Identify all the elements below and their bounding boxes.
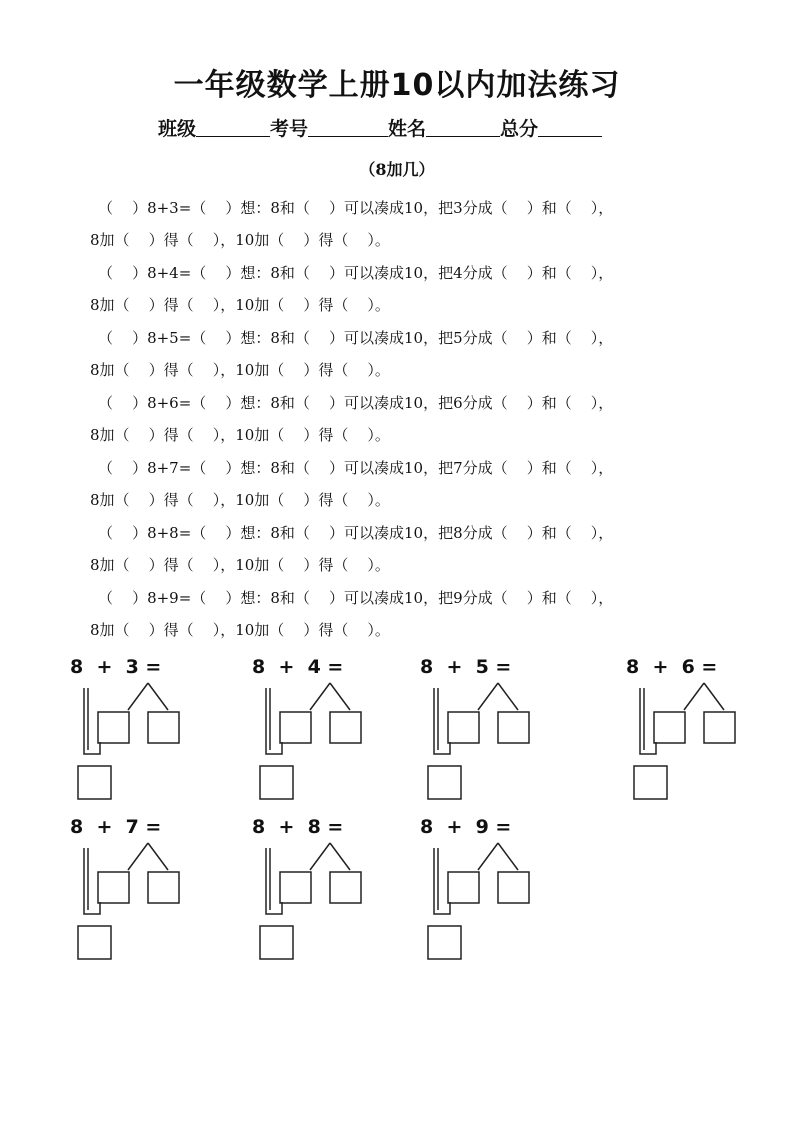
exercise-line: （ ）8+3=（ ）想：8和（ ）可以凑成10，把3分成（ ）和（ ）， <box>98 199 614 217</box>
split-left-box[interactable] <box>98 872 129 903</box>
split-left-box[interactable] <box>280 872 311 903</box>
split-line-left <box>684 683 704 710</box>
make-ten-diagram <box>252 816 412 966</box>
split-line-left <box>478 843 498 870</box>
make-ten-diagram <box>252 656 412 806</box>
split-diagram-graphic <box>70 656 230 806</box>
split-line-right <box>148 843 168 870</box>
split-line-right <box>704 683 724 710</box>
exercise-line: （ ）8+9=（ ）想：8和（ ）可以凑成10，把9分成（ ）和（ ）， <box>98 589 614 607</box>
split-line-right <box>498 683 518 710</box>
diagram-expression: 8 + 3 = <box>70 656 162 678</box>
split-line-left <box>128 683 148 710</box>
exam-no-label: 考号 <box>270 118 309 140</box>
split-diagram-graphic <box>626 656 786 806</box>
split-line-left <box>310 843 330 870</box>
make-ten-diagram <box>70 816 230 966</box>
make-ten-diagram <box>420 816 580 966</box>
split-diagram-graphic <box>70 816 230 966</box>
split-right-box[interactable] <box>330 712 361 743</box>
total-label: 总分 <box>500 118 539 140</box>
worksheet-title: 一年级数学上册10以内加法练习 <box>173 68 621 103</box>
exercise-line: 8加（ ）得（ ），10加（ ）得（ ）。 <box>90 426 390 444</box>
class-label: 班级 <box>158 118 197 140</box>
exercise-line: （ ）8+4=（ ）想：8和（ ）可以凑成10，把4分成（ ）和（ ）， <box>98 264 614 282</box>
diagram-expression: 8 + 8 = <box>252 816 344 838</box>
split-left-box[interactable] <box>448 712 479 743</box>
split-diagram-graphic <box>252 816 412 966</box>
split-right-box[interactable] <box>148 712 179 743</box>
split-line-right <box>330 683 350 710</box>
diagram-expression: 8 + 5 = <box>420 656 512 678</box>
ten-sum-box[interactable] <box>428 926 461 959</box>
split-diagram-graphic <box>420 816 580 966</box>
exercise-line: 8加（ ）得（ ），10加（ ）得（ ）。 <box>90 621 390 639</box>
split-left-box[interactable] <box>654 712 685 743</box>
exercise-line: （ ）8+6=（ ）想：8和（ ）可以凑成10，把6分成（ ）和（ ）， <box>98 394 614 412</box>
split-line-left <box>128 843 148 870</box>
split-left-box[interactable] <box>280 712 311 743</box>
exercise-line: 8加（ ）得（ ），10加（ ）得（ ）。 <box>90 491 390 509</box>
split-right-box[interactable] <box>330 872 361 903</box>
exercise-line: （ ）8+5=（ ）想：8和（ ）可以凑成10，把5分成（ ）和（ ）， <box>98 329 614 347</box>
diagram-expression: 8 + 9 = <box>420 816 512 838</box>
split-left-box[interactable] <box>448 872 479 903</box>
name-label: 姓名 <box>388 118 427 140</box>
split-line-right <box>498 843 518 870</box>
exercise-line: （ ）8+7=（ ）想：8和（ ）可以凑成10，把7分成（ ）和（ ）， <box>98 459 614 477</box>
exercise-line: 8加（ ）得（ ），10加（ ）得（ ）。 <box>90 296 390 314</box>
split-right-box[interactable] <box>148 872 179 903</box>
ten-sum-box[interactable] <box>428 766 461 799</box>
ten-sum-box[interactable] <box>78 926 111 959</box>
split-right-box[interactable] <box>498 712 529 743</box>
make-ten-diagram <box>70 656 230 806</box>
split-diagram-graphic <box>252 656 412 806</box>
split-diagram-graphic <box>420 656 580 806</box>
diagram-expression: 8 + 6 = <box>626 656 718 678</box>
exercise-line: 8加（ ）得（ ），10加（ ）得（ ）。 <box>90 231 390 249</box>
exercise-line: 8加（ ）得（ ），10加（ ）得（ ）。 <box>90 361 390 379</box>
split-line-right <box>330 843 350 870</box>
exercise-line: 8加（ ）得（ ），10加（ ）得（ ）。 <box>90 556 390 574</box>
section-subtitle: （8加几） <box>359 160 435 179</box>
split-right-box[interactable] <box>498 872 529 903</box>
diagram-expression: 8 + 7 = <box>70 816 162 838</box>
split-line-left <box>478 683 498 710</box>
split-line-left <box>310 683 330 710</box>
make-ten-diagram <box>420 656 580 806</box>
split-line-right <box>148 683 168 710</box>
exercise-line: （ ）8+8=（ ）想：8和（ ）可以凑成10，把8分成（ ）和（ ）， <box>98 524 614 542</box>
split-right-box[interactable] <box>704 712 735 743</box>
ten-sum-box[interactable] <box>260 926 293 959</box>
make-ten-diagram <box>626 656 786 806</box>
split-left-box[interactable] <box>98 712 129 743</box>
ten-sum-box[interactable] <box>634 766 667 799</box>
diagram-expression: 8 + 4 = <box>252 656 344 678</box>
ten-sum-box[interactable] <box>78 766 111 799</box>
ten-sum-box[interactable] <box>260 766 293 799</box>
